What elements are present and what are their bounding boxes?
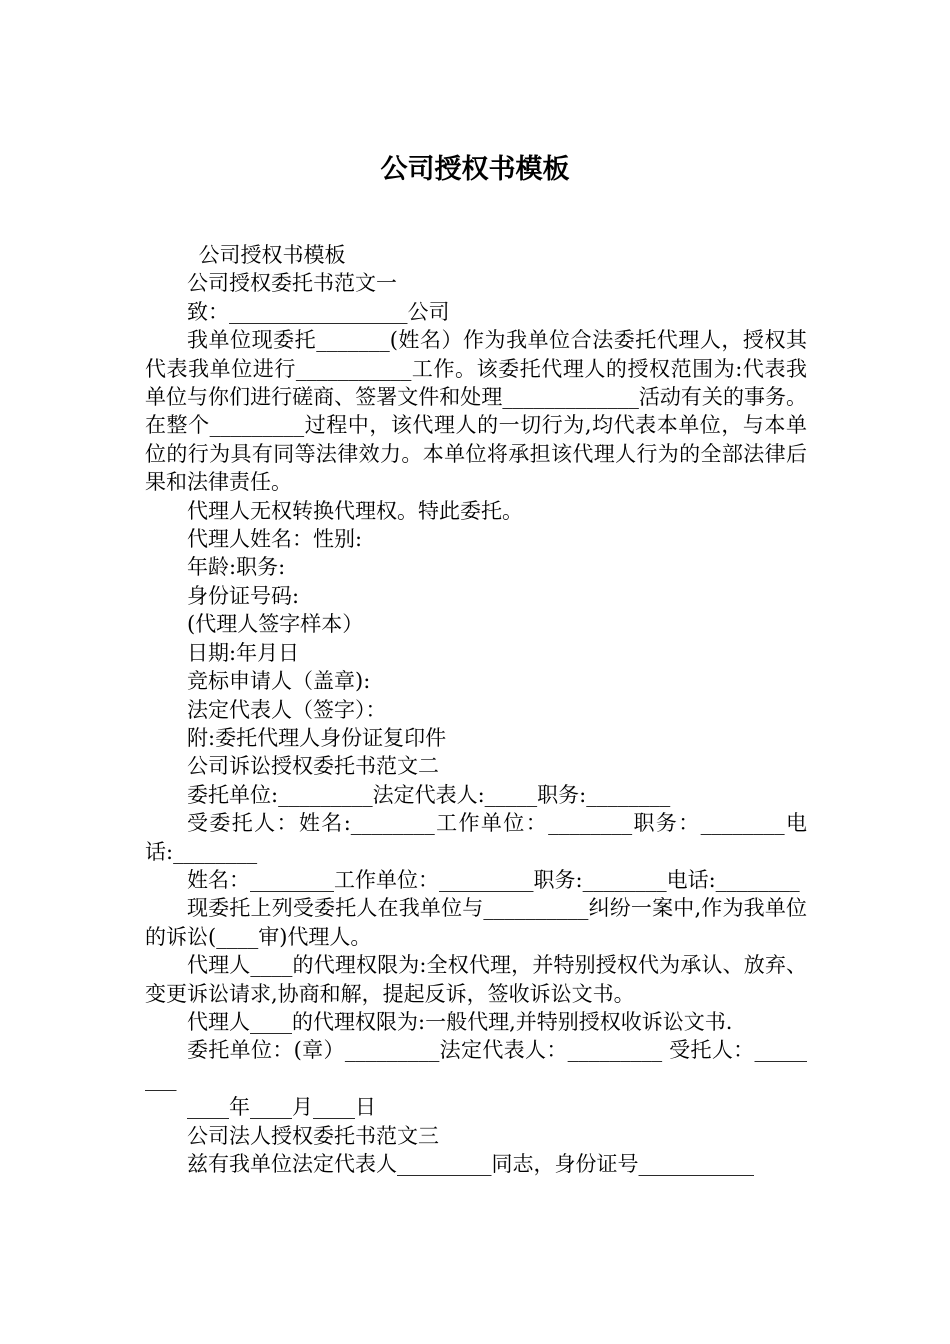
document-body <box>145 241 807 1178</box>
paragraph-entrusting-unit: 委托单位:_________法定代表人:_____职务:________ <box>187 782 671 807</box>
paragraph-trustee-two: 姓名：________工作单位：_________职务:________电话:________ <box>187 867 800 892</box>
paragraph-attachment: 附:委托代理人身份证复印件 <box>187 725 447 750</box>
paragraph-agent-name: 代理人姓名：性别: <box>187 527 363 552</box>
paragraph-sample-one-heading: 公司授权委托书范文一 <box>187 271 397 296</box>
paragraph-legal-rep-intro: 兹有我单位法定代表人_________同志，身份证号___________ <box>187 1152 754 1176</box>
paragraph-full-authority: 代理人____的代理权限为:全权代理，并特别授权代为承认、放弃、变更诉讼请求,协商和解，提起反诉，签收诉讼文书。 <box>145 953 807 1006</box>
paragraph-subtitle: 公司授权书模板 <box>198 243 346 267</box>
paragraph-age-position: 年龄:职务: <box>187 555 286 580</box>
paragraph-sample-three-heading: 公司法人授权委托书范文三 <box>187 1123 439 1148</box>
paragraph-trustee-one: 受委托人：姓名:________工作单位：________职务：________电话:________ <box>145 811 807 864</box>
paragraph-sample-two-heading: 公司诉讼授权委托书范文二 <box>187 754 439 779</box>
document-title: 公司授权书模板 <box>380 154 570 185</box>
paragraph-bidder-seal: 竞标申请人（盖章): <box>187 669 371 694</box>
paragraph-litigation-entrust: 现委托上列受委托人在我单位与__________纠纷一案中,作为我单位的诉讼(____审)代理人。 <box>145 896 807 949</box>
paragraph-signature-line: 委托单位：(章）_________法定代表人：_________ 受托人：________ <box>145 1038 807 1091</box>
paragraph-signature-sample: (代理人签字样本） <box>187 612 364 637</box>
paragraph-legal-rep-signature: 法定代表人（签字）： <box>187 697 387 722</box>
paragraph-id-number: 身份证号码: <box>187 583 300 608</box>
paragraph-date-line: ____年____月____日 <box>187 1095 376 1120</box>
paragraph-addressee: 致：_________________公司 <box>187 299 450 324</box>
paragraph-general-authority: 代理人____的代理权限为:一般代理,并特别授权收诉讼文书. <box>187 1009 733 1034</box>
paragraph-no-transfer: 代理人无权转换代理权。特此委托。 <box>187 498 523 523</box>
paragraph-date: 日期:年月日 <box>187 640 300 665</box>
paragraph-authorization-text: 我单位现委托_______(姓名）作为我单位合法委托代理人，授权其代表我单位进行___________工作。该委托代理人的授权范围为:代表我单位与你们进行磋商、签署文件和处理_____________活动有关的事务。在整个_________过程中，该代理人的一切行为,均代表本单位，与本单位的行为具有同等法律效力。本单位将承担该代理人行为的全部法律后果和法律责任。 <box>145 328 807 495</box>
